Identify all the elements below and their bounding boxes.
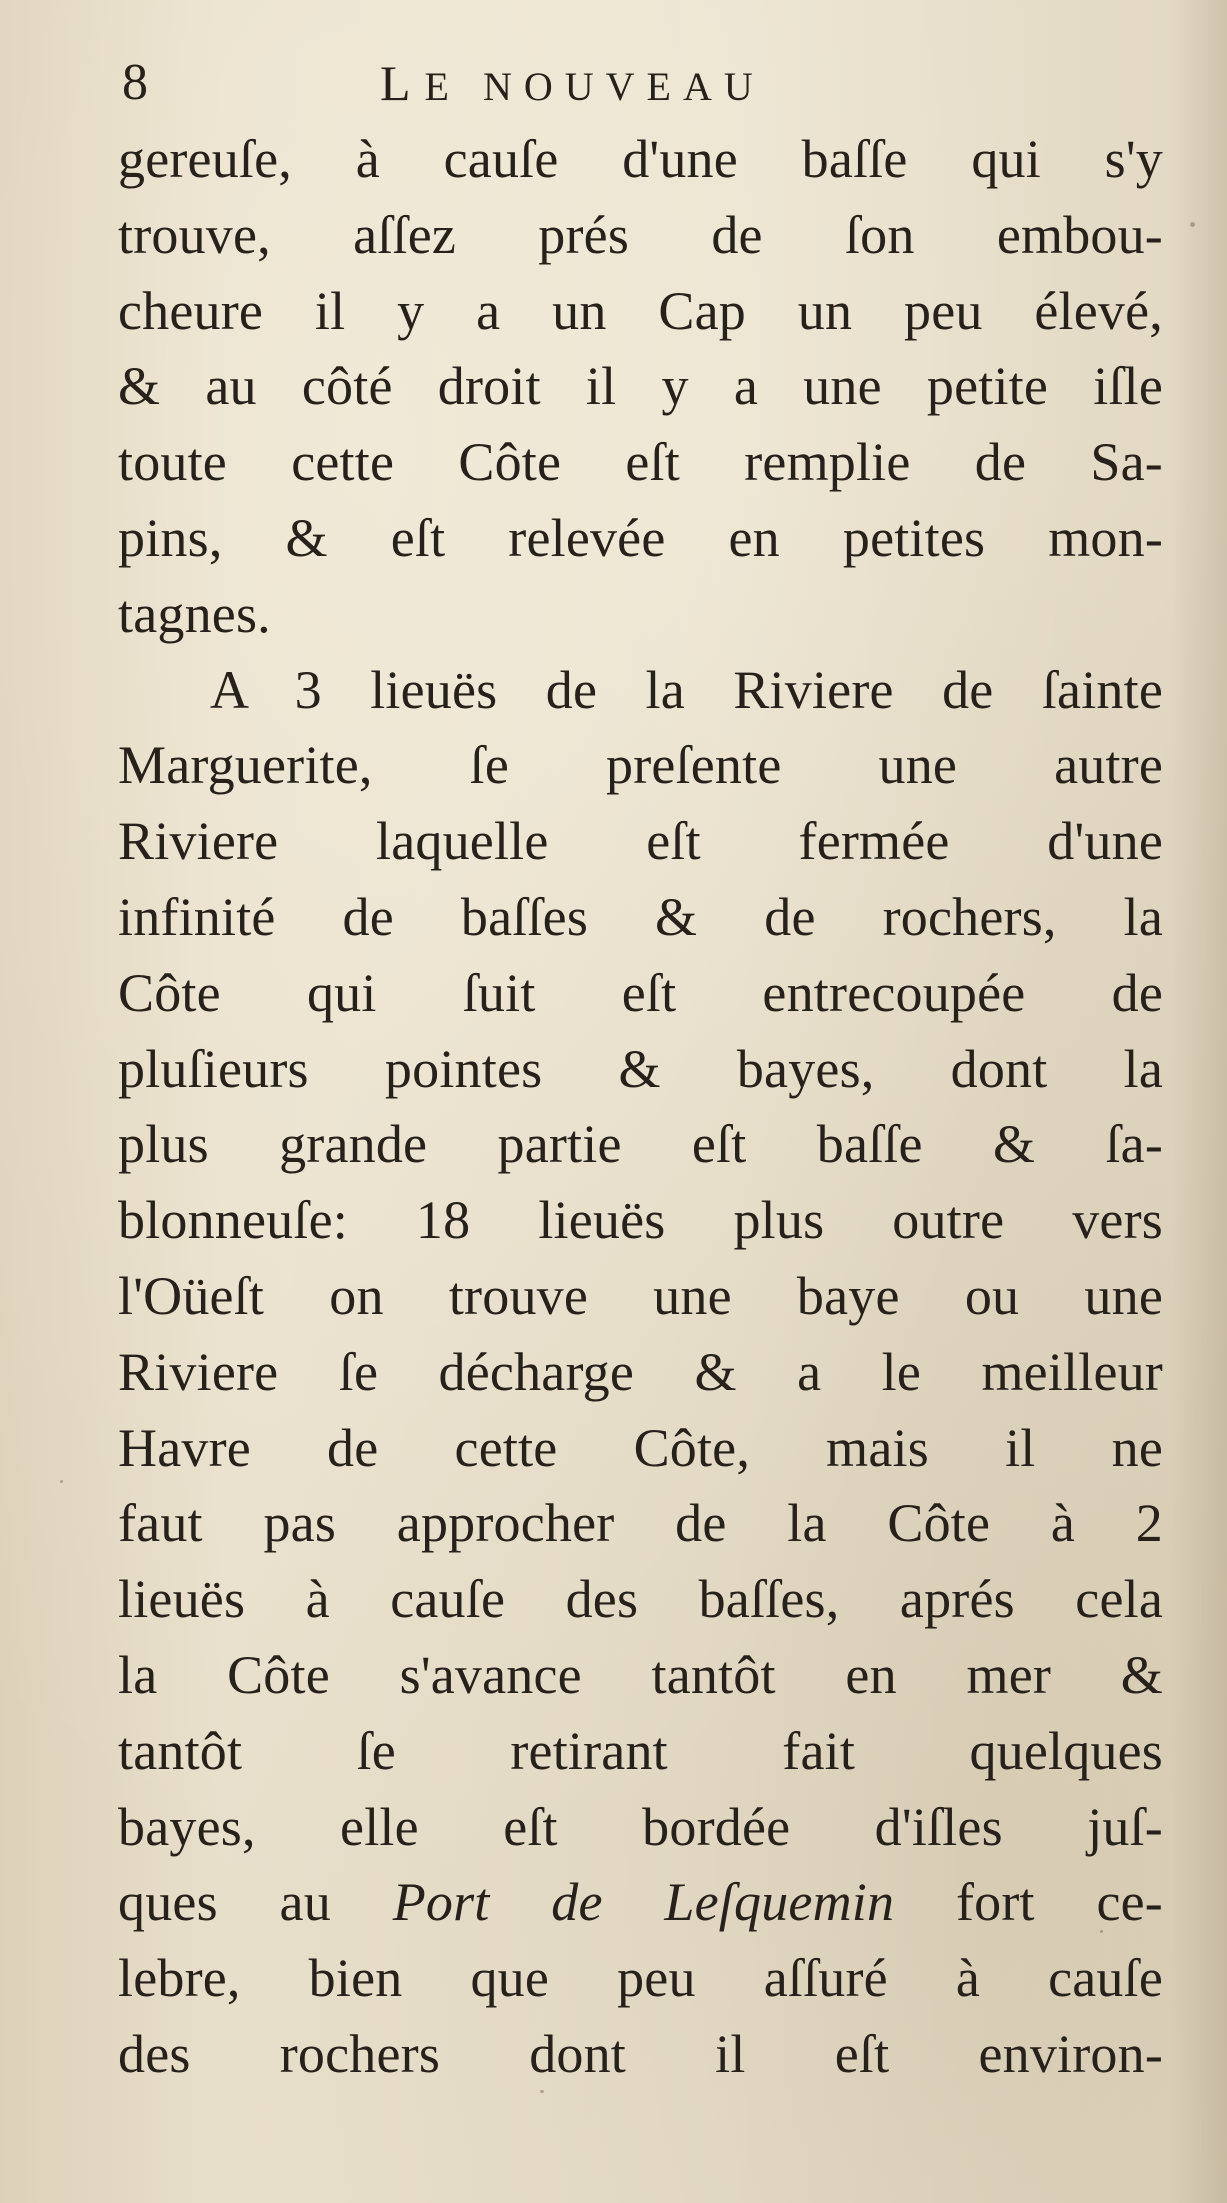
text-line: blonneuſe: 18 lieuës plus outre vers [118,1190,1163,1251]
text-line: lebre, bien que peu aſſuré à cauſe [118,1948,1163,2009]
running-head-rest: E NOUVEAU [424,64,765,109]
page-number: 8 [122,54,149,111]
text-line: tantôt ſe retirant fait quelques [118,1720,1163,1781]
paper-speck [540,2090,544,2093]
text-line: lieuës à cauſe des baſſes, aprés cela [118,1569,1163,1630]
text-line: infinité de baſſes & de rochers, la [118,886,1163,947]
text-line: Côte qui ſuit eſt entrecoupée de [118,962,1163,1023]
running-head-initial: L [380,55,425,111]
text-line: Marguerite, ſe preſente une autre [118,735,1163,796]
paragraph-start-line: A 3 lieuës de la Riviere de ſainte [210,659,1163,720]
text-line: faut pas approcher de la Côte à 2 [118,1493,1163,1554]
running-head [380,48,765,122]
text-line: Riviere ſe décharge & a le meilleur [118,1341,1163,1402]
text-line: cheure il y a un Cap un peu élevé, [118,280,1163,341]
text-line: & au côté droit il y a une petite iſle [118,356,1163,417]
paper-speck [1100,1930,1103,1933]
text-segment: ques au [118,1872,393,1933]
body-text [118,122,1163,2093]
text-line: pins, & eſt relevée en petites mon- [118,507,1163,568]
page-edge-shadow [1170,0,1227,2203]
page-header [120,40,1160,126]
text-line: Riviere laquelle eſt fermée d'une [118,811,1163,872]
text-line: l'Oüeſt on trouve une baye ou une [118,1265,1163,1326]
text-line: Havre de cette Côte, mais il ne [118,1417,1163,1478]
text-line: gereuſe, à cauſe d'une baſſe qui s'y [118,129,1163,189]
text-line: toute cette Côte eſt remplie de Sa- [118,432,1163,493]
text-line: tagnes. [118,583,271,644]
text-line: la Côte s'avance tantôt en mer & [118,1644,1163,1705]
text-segment: fort ce- [894,1872,1163,1933]
paper-speck [60,1480,63,1483]
text-line: des rochers dont il eſt environ- [118,2023,1163,2084]
place-name-italic: Port de Leſquemin [392,1872,895,1933]
paper-speck [1190,222,1195,227]
text-line: plus grande partie eſt baſſe & ſa- [118,1114,1163,1175]
text-line-with-italic-place-name [118,1865,1163,1941]
text-line: pluſieurs pointes & bayes, dont la [118,1038,1163,1099]
text-line: trouve, aſſez prés de ſon embou- [118,204,1163,265]
text-line: bayes, elle eſt bordée d'iſles juſ- [118,1796,1163,1857]
